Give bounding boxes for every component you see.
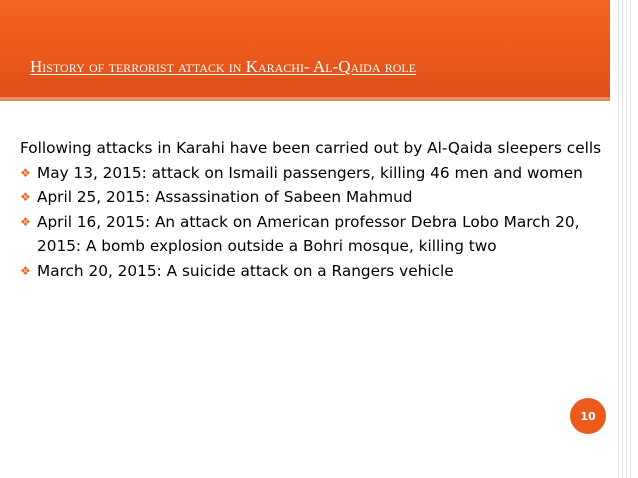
list-item xyxy=(17,259,607,284)
slide-body xyxy=(17,136,607,284)
diamond-bullet-icon: ❖ xyxy=(20,165,31,180)
list-item xyxy=(17,185,607,210)
title-bar xyxy=(0,0,610,101)
bullet-text: April 16, 2015: An attack on American professor Debra Lobo March 20, 2015: A bomb explosion outside a Bohri mosque, killing two xyxy=(37,212,580,256)
page-number-badge: 10 xyxy=(570,398,606,434)
list-item xyxy=(17,210,607,259)
bullet-list xyxy=(17,161,607,284)
diamond-bullet-icon: ❖ xyxy=(20,263,31,278)
slide-title: History of terrorist attack in Karachi- Al-Qaida role xyxy=(30,57,417,76)
bullet-text: May 13, 2015: attack on Ismaili passengers, killing 46 men and women xyxy=(37,163,583,182)
bullet-text: April 25, 2015: Assassination of Sabeen Mahmud xyxy=(37,188,413,207)
diamond-bullet-icon: ❖ xyxy=(20,190,31,205)
diamond-bullet-icon: ❖ xyxy=(20,214,31,229)
list-item xyxy=(17,161,607,186)
decorative-stripes xyxy=(618,0,632,478)
intro-text: Following attacks in Karahi have been carried out by Al-Qaida sleepers cells xyxy=(20,139,602,157)
bullet-text: March 20, 2015: A suicide attack on a Rangers vehicle xyxy=(37,261,454,280)
